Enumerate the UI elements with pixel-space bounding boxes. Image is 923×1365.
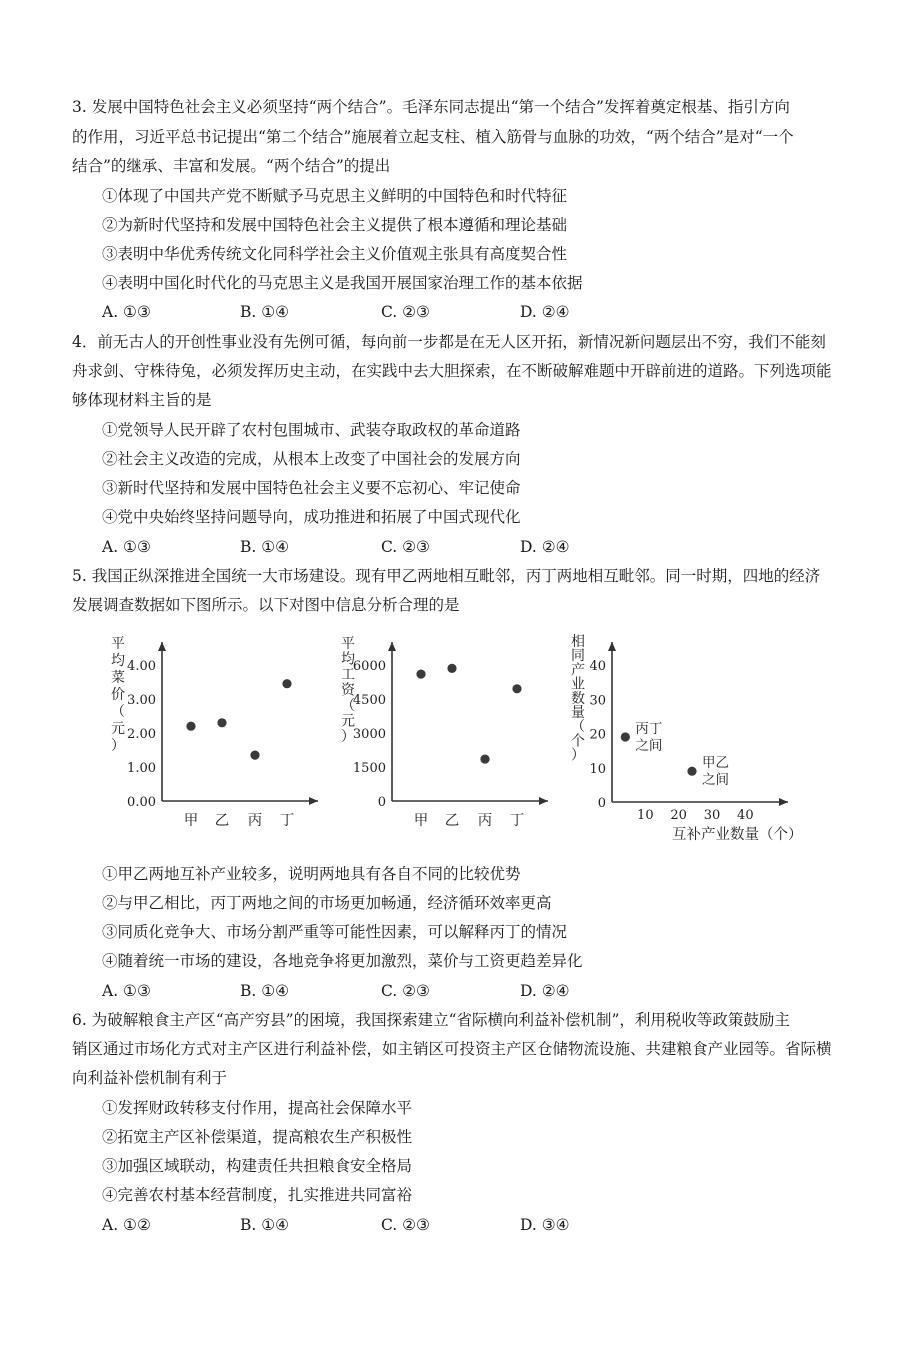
question-4-option-1: ①党领导人民开辟了农村包围城市、武装夺取政权的革命道路 bbox=[102, 421, 521, 439]
question-4-line-2: 舟求剑、守株待兔，必须发挥历史主动，在实践中去大胆探索，在不断破解难题中开辟前进的道路。下列选项能 bbox=[72, 362, 832, 380]
answer-c[interactable]: C. ②③ bbox=[381, 1216, 430, 1234]
question-5-option-4: ④随着统一市场的建设，各地竞争将更加激烈，菜价与工资更趋差异化 bbox=[102, 952, 583, 970]
y-axis-arrow bbox=[158, 642, 166, 651]
y-axis-label-char: 元 bbox=[111, 721, 125, 737]
question-4-option-3: ③新时代坚持和发展中国特色社会主义要不忘初心、牢记使命 bbox=[102, 479, 521, 497]
data-point-丁 bbox=[282, 679, 291, 688]
y-axis-label-char: 均 bbox=[111, 653, 125, 669]
data-point-0 bbox=[621, 732, 630, 741]
y-axis-label-char: （ bbox=[341, 698, 355, 714]
y-axis-label-char: 同 bbox=[571, 648, 585, 665]
question-5-option-1: ①甲乙两地互补产业较多，说明两地具有各自不同的比较优势 bbox=[102, 865, 521, 883]
y-axis-label-char: 数 bbox=[571, 690, 585, 707]
question-4-line-1: 4．前无古人的开创性事业没有先例可循，每向前一步都是在无人区开拓，新情况新问题层出不穷，我们不能刻 bbox=[72, 333, 826, 351]
x-tick-label-丙: 丙 bbox=[247, 813, 263, 829]
answer-a[interactable]: A. ①③ bbox=[102, 303, 151, 321]
question-5-option-2: ②与甲乙相比，丙丁两地之间的市场更加畅通，经济循环效率更高 bbox=[102, 894, 552, 912]
answer-d[interactable]: D. ②④ bbox=[520, 982, 570, 1000]
answer-d[interactable]: D. ②④ bbox=[520, 303, 570, 321]
data-point-丙 bbox=[480, 754, 489, 763]
y-tick-label: 3000 bbox=[352, 727, 386, 742]
data-point-丁 bbox=[512, 684, 521, 693]
y-axis-label-char: 平 bbox=[341, 636, 355, 652]
x-tick-label: 40 bbox=[737, 808, 754, 823]
x-tick-label-乙: 乙 bbox=[444, 813, 460, 829]
question-4-option-2: ②社会主义改造的完成，从根本上改变了中国社会的发展方向 bbox=[102, 450, 521, 468]
data-point-乙 bbox=[217, 718, 226, 727]
answer-b[interactable]: B. ①④ bbox=[240, 1216, 290, 1234]
y-axis-arrow bbox=[608, 642, 616, 651]
answer-a[interactable]: A. ①③ bbox=[102, 538, 151, 556]
question-6-answers bbox=[102, 1214, 822, 1236]
y-axis-label-char: （ bbox=[111, 704, 125, 720]
question-5-option-3: ③同质化竞争大、市场分割严重等可能性因素，可以解释丙丁的情况 bbox=[102, 923, 568, 941]
question-4-line-3: 够体现材料主旨的是 bbox=[72, 391, 212, 409]
data-point-乙 bbox=[447, 664, 456, 673]
y-tick-label: 20 bbox=[589, 727, 606, 743]
question-3-option-3: ③表明中华优秀传统文化同科学社会主义价值观主张具有高度契合性 bbox=[102, 245, 568, 263]
y-axis-label-char: 工 bbox=[341, 667, 355, 683]
y-axis-label-char: 价 bbox=[111, 687, 125, 703]
question-3-option-1: ①体现了中国共产党不断赋予马克思主义鲜明的中国特色和时代特征 bbox=[102, 187, 568, 205]
answer-c[interactable]: C. ②③ bbox=[381, 982, 430, 1000]
y-tick-label: 2.00 bbox=[127, 727, 156, 742]
question-3-line-3: 结合”的继承、丰富和发展。“两个结合”的提出 bbox=[72, 157, 391, 175]
y-axis-label-char: 均 bbox=[341, 651, 355, 668]
y-tick-label: 1500 bbox=[352, 761, 386, 776]
question-6-option-1: ①发挥财政转移支付作用，提高社会保障水平 bbox=[102, 1099, 413, 1117]
answer-c[interactable]: C. ②③ bbox=[381, 538, 430, 556]
y-axis-label-char: ） bbox=[111, 738, 125, 754]
question-6-line-1: 6. 为破解粮食主产区“高产穷县”的困境，我国探索建立“省际横向利益补偿机制”，利用税收等政策鼓励主 bbox=[72, 1011, 790, 1029]
answer-c[interactable]: C. ②③ bbox=[381, 303, 430, 321]
y-tick-label: 4.00 bbox=[127, 659, 156, 674]
question-3-option-2: ②为新时代坚持和发展中国特色社会主义提供了根本遵循和理论基础 bbox=[102, 216, 568, 234]
question-6-option-3: ③加强区域联动，构建责任共担粮食安全格局 bbox=[102, 1157, 413, 1175]
x-tick-label: 20 bbox=[670, 808, 687, 823]
data-point-label: 丙丁 bbox=[635, 720, 663, 737]
data-point-1 bbox=[687, 767, 696, 776]
y-axis-arrow bbox=[388, 642, 396, 651]
x-tick-label-丁: 丁 bbox=[279, 813, 295, 829]
data-point-甲 bbox=[186, 722, 195, 731]
y-axis-label-char: 元 bbox=[341, 713, 355, 730]
question-3-line-1: 3. 发展中国特色社会主义必须坚持“两个结合”。毛泽东同志提出“第一个结合”发挥着奠定根基、指引方向 bbox=[72, 98, 790, 116]
y-axis-label-char: 个 bbox=[571, 733, 585, 750]
y-axis-label-char: 相 bbox=[571, 634, 585, 650]
data-point-甲 bbox=[416, 669, 425, 678]
y-tick-label: 3.00 bbox=[127, 693, 156, 708]
y-tick-label: 0.00 bbox=[127, 795, 156, 810]
question-6-line-3: 向利益补偿机制有利于 bbox=[72, 1069, 228, 1087]
x-axis-arrow bbox=[779, 798, 788, 806]
y-tick-label: 30 bbox=[589, 693, 606, 709]
x-tick-label-丙: 丙 bbox=[477, 813, 493, 829]
y-axis-label-char: ） bbox=[341, 729, 355, 745]
y-axis-label-char: 平 bbox=[111, 636, 125, 652]
y-tick-label: 4500 bbox=[352, 693, 386, 708]
answer-a[interactable]: A. ①③ bbox=[102, 982, 151, 1000]
question-3-option-4: ④表明中国化时代化的马克思主义是我国开展国家治理工作的基本依据 bbox=[102, 274, 583, 292]
answer-b[interactable]: B. ①④ bbox=[240, 982, 290, 1000]
y-tick-label: 0 bbox=[597, 796, 606, 811]
x-tick-label: 10 bbox=[637, 808, 654, 823]
x-axis-arrow bbox=[309, 797, 318, 805]
y-axis-label-char: 菜 bbox=[111, 670, 125, 686]
question-6-option-4: ④完善农村基本经营制度，扎实推进共同富裕 bbox=[102, 1186, 413, 1204]
y-tick-label: 40 bbox=[589, 659, 606, 675]
x-tick-label-甲: 甲 bbox=[413, 813, 429, 829]
x-tick-label-丁: 丁 bbox=[509, 813, 525, 829]
answer-d[interactable]: D. ②④ bbox=[520, 538, 570, 556]
answer-b[interactable]: B. ①④ bbox=[240, 538, 290, 556]
y-tick-label: 1.00 bbox=[127, 761, 156, 776]
chart-average-vegetable-price bbox=[100, 628, 330, 838]
question-3-line-2: 的作用，习近平总书记提出“第二个结合”施展着立起支柱、植入筋骨与血脉的功效，“两个结合”是对“一个 bbox=[72, 128, 794, 146]
answer-d[interactable]: D. ③④ bbox=[520, 1216, 570, 1234]
answer-a[interactable]: A. ①② bbox=[102, 1216, 151, 1234]
x-axis-label: 互补产业数量（个） bbox=[672, 827, 803, 843]
x-tick-label: 30 bbox=[703, 808, 721, 823]
question-3-answers bbox=[102, 301, 822, 323]
question-6-option-2: ②拓宽主产区补偿渠道，提高粮农生产积极性 bbox=[102, 1128, 413, 1146]
data-point-label: 之间 bbox=[635, 737, 663, 754]
y-tick-label: 10 bbox=[589, 761, 606, 777]
question-5-line-1: 5. 我国正纵深推进全国统一大市场建设。现有甲乙两地相互毗邻，丙丁两地相互毗邻。同一时期，四地的经济 bbox=[72, 567, 821, 585]
chart-industry-count bbox=[560, 628, 820, 858]
question-5-line-2: 发展调查数据如下图所示。以下对图中信息分析合理的是 bbox=[72, 596, 460, 614]
question-4-answers bbox=[102, 536, 822, 558]
question-6-line-2: 销区通过市场化方式对主产区进行利益补偿，如主销区可投资主产区仓储物流设施、共建粮食产业园等。省际横 bbox=[72, 1040, 832, 1058]
x-tick-label-甲: 甲 bbox=[183, 813, 199, 829]
data-point-label: 之间 bbox=[702, 772, 729, 789]
y-axis-label-char: 产 bbox=[571, 662, 585, 679]
y-axis-label-char: 量 bbox=[571, 705, 585, 721]
x-tick-label-乙: 乙 bbox=[214, 813, 230, 829]
y-axis-label-char: ） bbox=[571, 747, 585, 764]
y-axis-label-char: 业 bbox=[571, 676, 585, 693]
data-point-label: 甲乙 bbox=[702, 755, 729, 772]
answer-b[interactable]: B. ①④ bbox=[240, 303, 290, 321]
data-point-丙 bbox=[250, 751, 259, 760]
question-5-answers bbox=[102, 980, 822, 1002]
y-tick-label: 6000 bbox=[352, 659, 386, 674]
y-axis-label-char: （ bbox=[571, 719, 585, 736]
x-axis-arrow bbox=[539, 797, 548, 805]
y-tick-label: 0 bbox=[377, 795, 386, 810]
y-axis-label-char: 资 bbox=[341, 682, 355, 699]
question-4-option-4: ④党中央始终坚持问题导向，成功推进和拓展了中国式现代化 bbox=[102, 508, 521, 526]
chart-average-wage bbox=[330, 628, 560, 838]
